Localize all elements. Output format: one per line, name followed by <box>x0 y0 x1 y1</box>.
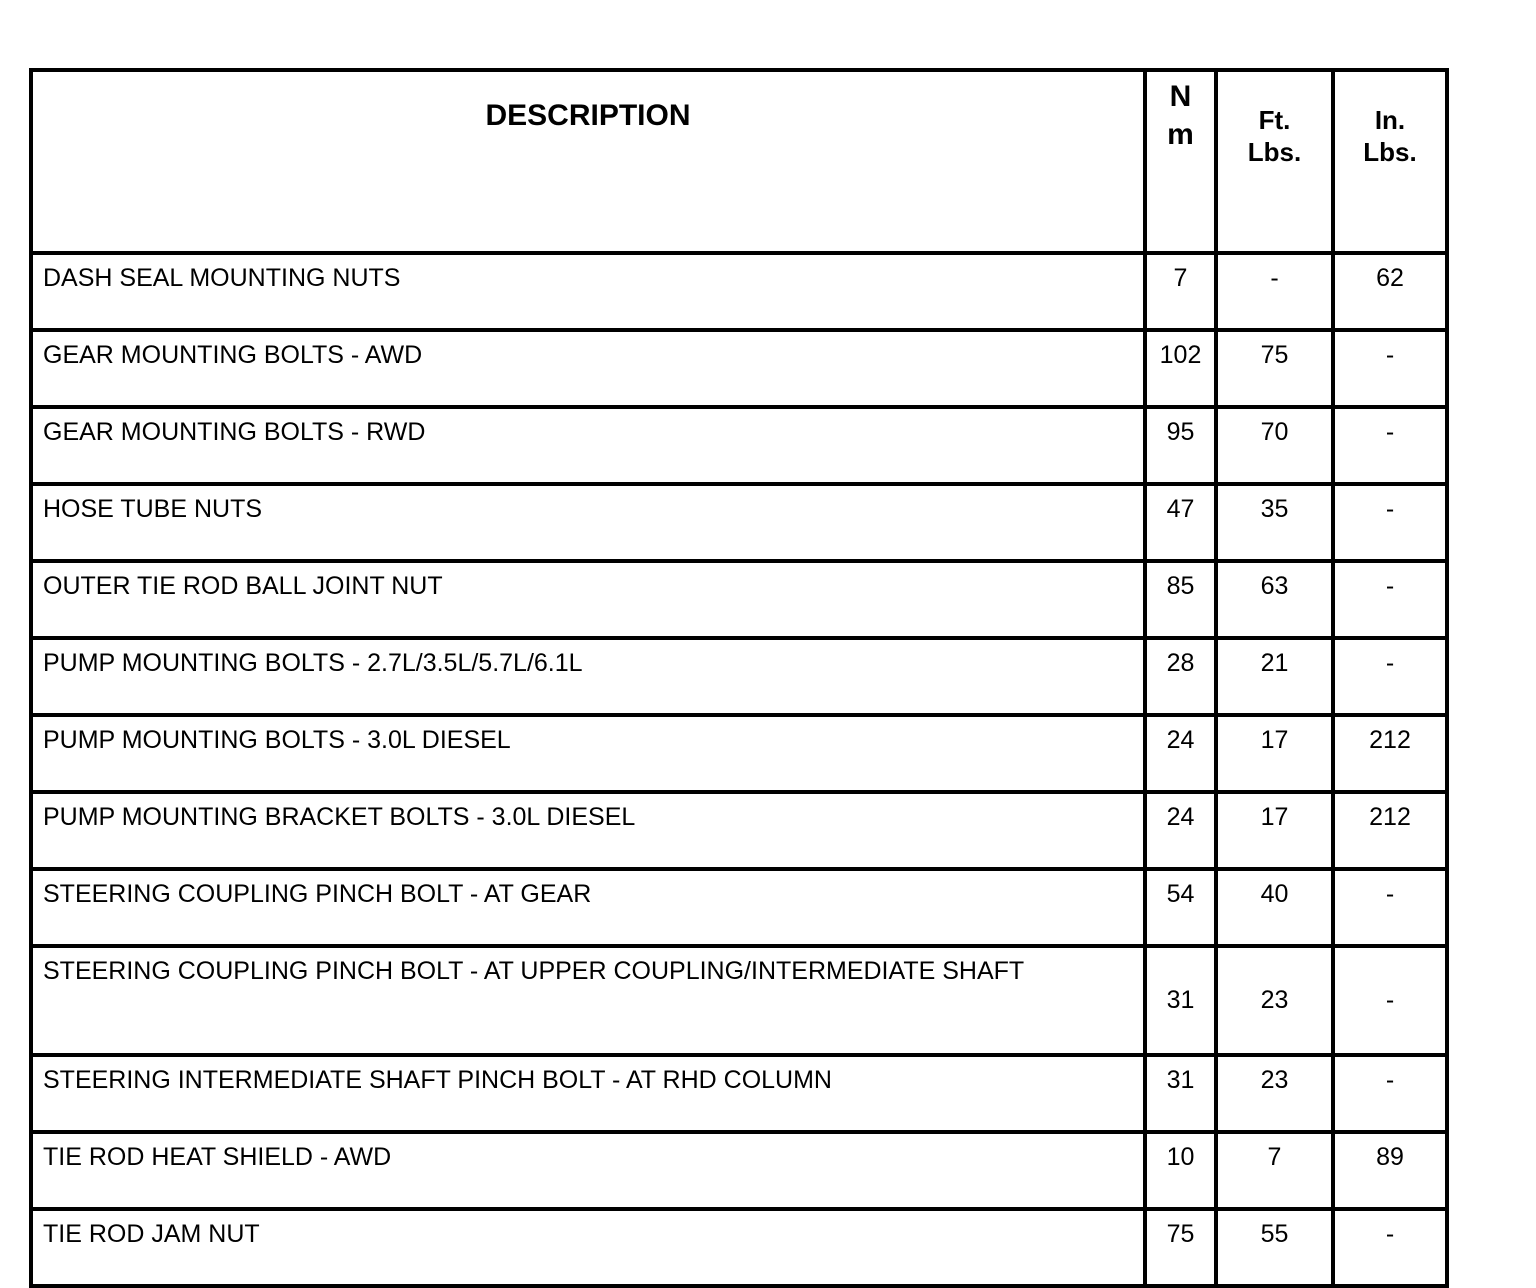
table-header <box>31 70 1447 253</box>
row-nm: 24 <box>1145 792 1216 869</box>
row-nm: 24 <box>1145 715 1216 792</box>
table-row <box>31 792 1447 869</box>
row-description: PUMP MOUNTING BOLTS - 3.0L DIESEL <box>31 715 1145 792</box>
row-nm: 31 <box>1145 946 1216 1055</box>
header-nm-line-1: N <box>1169 80 1192 113</box>
row-in-lbs: - <box>1333 407 1447 484</box>
table-row <box>31 484 1447 561</box>
row-in-lbs: - <box>1333 638 1447 715</box>
row-ft-lbs: 17 <box>1216 715 1333 792</box>
table-row <box>31 1132 1447 1209</box>
row-ft-lbs: 35 <box>1216 484 1333 561</box>
row-description: TIE ROD JAM NUT <box>31 1209 1145 1286</box>
row-in-lbs: - <box>1333 869 1447 946</box>
row-ft-lbs: 23 <box>1216 946 1333 1055</box>
header-ft-lbs-line-2: Lbs. <box>1247 137 1302 167</box>
header-ft-lbs-line-1: Ft. <box>1258 105 1291 135</box>
table-row <box>31 561 1447 638</box>
torque-specifications-table <box>29 68 1449 1288</box>
row-ft-lbs: 40 <box>1216 869 1333 946</box>
row-in-lbs: 62 <box>1333 253 1447 330</box>
row-in-lbs: - <box>1333 1055 1447 1132</box>
header-in-lbs <box>1333 70 1447 253</box>
table-row <box>31 407 1447 484</box>
row-nm: 7 <box>1145 253 1216 330</box>
row-description: PUMP MOUNTING BRACKET BOLTS - 3.0L DIESEL <box>31 792 1145 869</box>
table-row <box>31 715 1447 792</box>
row-description: DASH SEAL MOUNTING NUTS <box>31 253 1145 330</box>
row-ft-lbs: 17 <box>1216 792 1333 869</box>
row-description: PUMP MOUNTING BOLTS - 2.7L/3.5L/5.7L/6.1L <box>31 638 1145 715</box>
row-nm: 54 <box>1145 869 1216 946</box>
table-row <box>31 330 1447 407</box>
row-ft-lbs: 21 <box>1216 638 1333 715</box>
row-description: GEAR MOUNTING BOLTS - RWD <box>31 407 1145 484</box>
row-ft-lbs: 70 <box>1216 407 1333 484</box>
row-in-lbs: - <box>1333 561 1447 638</box>
row-in-lbs: 212 <box>1333 792 1447 869</box>
row-nm: 95 <box>1145 407 1216 484</box>
row-ft-lbs: 75 <box>1216 330 1333 407</box>
row-description: TIE ROD HEAT SHIELD - AWD <box>31 1132 1145 1209</box>
row-ft-lbs: 23 <box>1216 1055 1333 1132</box>
row-description: HOSE TUBE NUTS <box>31 484 1145 561</box>
row-nm: 31 <box>1145 1055 1216 1132</box>
row-nm: 85 <box>1145 561 1216 638</box>
row-in-lbs: 212 <box>1333 715 1447 792</box>
header-description: DESCRIPTION <box>31 70 1145 253</box>
row-in-lbs: 89 <box>1333 1132 1447 1209</box>
row-in-lbs: - <box>1333 330 1447 407</box>
table-body <box>31 253 1447 1286</box>
header-nm-line-2: m <box>1167 118 1194 151</box>
header-in-lbs-line-1: In. <box>1374 105 1406 135</box>
header-in-lbs-line-2: Lbs. <box>1363 137 1417 167</box>
row-in-lbs: - <box>1333 1209 1447 1286</box>
table-row <box>31 1055 1447 1132</box>
row-nm: 10 <box>1145 1132 1216 1209</box>
row-in-lbs: - <box>1333 946 1447 1055</box>
row-description: STEERING COUPLING PINCH BOLT - AT UPPER COUPLING/INTERMEDIATE SHAFT <box>31 946 1145 1055</box>
row-ft-lbs: 7 <box>1216 1132 1333 1209</box>
row-ft-lbs: 55 <box>1216 1209 1333 1286</box>
table-row <box>31 1209 1447 1286</box>
row-description: STEERING COUPLING PINCH BOLT - AT GEAR <box>31 869 1145 946</box>
header-nm <box>1145 70 1216 253</box>
row-description: STEERING INTERMEDIATE SHAFT PINCH BOLT - AT RHD COLUMN <box>31 1055 1145 1132</box>
header-ft-lbs <box>1216 70 1333 253</box>
table-row <box>31 946 1447 1055</box>
row-ft-lbs: - <box>1216 253 1333 330</box>
row-description: GEAR MOUNTING BOLTS - AWD <box>31 330 1145 407</box>
table-row <box>31 869 1447 946</box>
table-row <box>31 253 1447 330</box>
row-nm: 75 <box>1145 1209 1216 1286</box>
header-row <box>31 70 1447 253</box>
row-nm: 47 <box>1145 484 1216 561</box>
row-in-lbs: - <box>1333 484 1447 561</box>
row-nm: 102 <box>1145 330 1216 407</box>
table-row <box>31 638 1447 715</box>
row-ft-lbs: 63 <box>1216 561 1333 638</box>
row-nm: 28 <box>1145 638 1216 715</box>
row-description: OUTER TIE ROD BALL JOINT NUT <box>31 561 1145 638</box>
